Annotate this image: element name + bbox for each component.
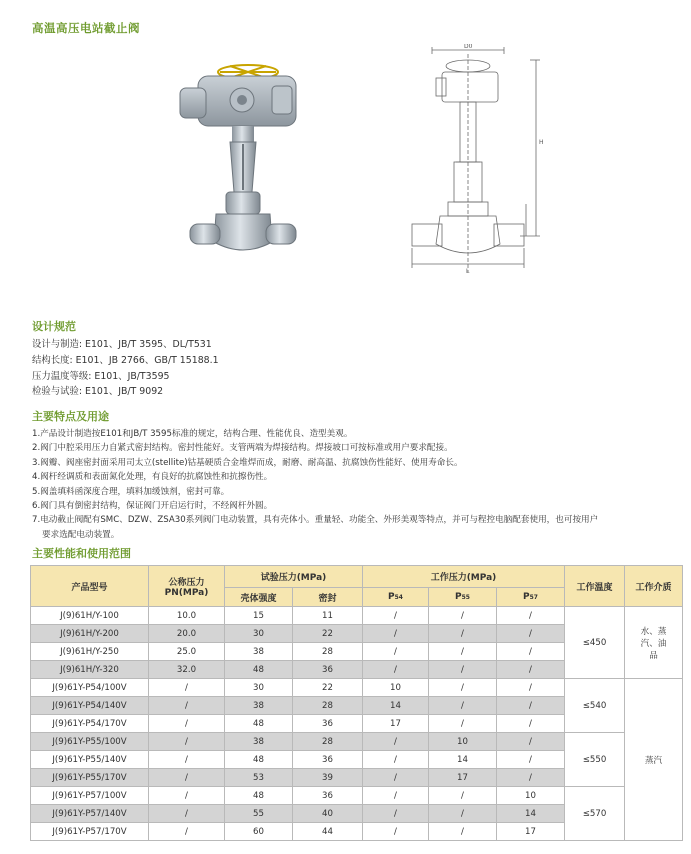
cell-pn: /	[149, 805, 225, 823]
features-list	[32, 427, 682, 542]
cell-pn: /	[149, 733, 225, 751]
design-spec-list	[32, 337, 219, 400]
cell-shell: 38	[225, 643, 293, 661]
cell-pn: /	[149, 787, 225, 805]
header-test-pressure: 试验压力(MPa)	[225, 566, 363, 588]
cell-temp: ≤450	[565, 607, 625, 679]
cell-pn: 10.0	[149, 607, 225, 625]
cell-p55: /	[429, 643, 497, 661]
cell-shell: 48	[225, 787, 293, 805]
cell-model: J(9)61Y-P57/100V	[31, 787, 149, 805]
cell-model: J(9)61Y-P54/170V	[31, 715, 149, 733]
cell-p55: /	[429, 607, 497, 625]
cell-temp: ≤540	[565, 679, 625, 733]
cell-pn: 25.0	[149, 643, 225, 661]
design-spec-item: 设计与制造: E101、JB/T 3595、DL/T531	[32, 339, 212, 350]
cell-p54: 17	[363, 715, 429, 733]
cell-p57: /	[497, 733, 565, 751]
cell-p55: /	[429, 679, 497, 697]
cell-seal: 11	[293, 607, 363, 625]
table-row	[31, 679, 683, 697]
cell-shell: 38	[225, 733, 293, 751]
cell-model: J(9)61H/Y-100	[31, 607, 149, 625]
cell-pn: /	[149, 769, 225, 787]
design-spec-item: 检验与试验: E101、JB/T 9092	[32, 386, 164, 398]
cell-shell: 48	[225, 751, 293, 769]
cell-shell: 48	[225, 661, 293, 679]
cell-seal: 22	[293, 625, 363, 643]
feature-item: 要求选配电动装置。	[42, 529, 120, 540]
cell-p54: /	[363, 733, 429, 751]
cell-p54: /	[363, 643, 429, 661]
performance-table	[30, 565, 683, 841]
page-title: 高温高压电站截止阀	[32, 21, 140, 35]
table-row	[31, 733, 683, 751]
cell-pn: 20.0	[149, 625, 225, 643]
cell-p55: /	[429, 823, 497, 841]
cell-p54: 10	[363, 679, 429, 697]
cell-shell: 30	[225, 625, 293, 643]
cell-shell: 38	[225, 697, 293, 715]
cell-model: J(9)61Y-P55/140V	[31, 751, 149, 769]
cell-p57: /	[497, 607, 565, 625]
cell-shell: 55	[225, 805, 293, 823]
cell-temp: ≤550	[565, 733, 625, 787]
cell-medium: 蒸汽	[625, 679, 683, 841]
section-heading-performance: 主要性能和使用范围	[32, 547, 131, 560]
cell-model: J(9)61Y-P54/100V	[31, 679, 149, 697]
cell-p55: 17	[429, 769, 497, 787]
cell-p54: /	[363, 607, 429, 625]
feature-item: 3.阀瓣、阀座密封面采用司太立(stellite)钴基硬质合金堆焊而成，耐磨、耐高温、抗腐蚀伤性能好、使用寿命长。	[32, 457, 463, 468]
cell-p54: 14	[363, 697, 429, 715]
header-medium: 工作介质	[625, 566, 683, 607]
cell-shell: 53	[225, 769, 293, 787]
cell-model: J(9)61H/Y-200	[31, 625, 149, 643]
h-label: H	[539, 139, 544, 146]
cell-p54: /	[363, 625, 429, 643]
cell-pn: /	[149, 823, 225, 841]
header-model: 产品型号	[31, 566, 149, 607]
cell-seal: 22	[293, 679, 363, 697]
cell-seal: 28	[293, 643, 363, 661]
cell-p57: /	[497, 769, 565, 787]
design-spec-item: 压力温度等级: E101、JB/T3595	[32, 370, 170, 382]
feature-item: 2.阀门中腔采用压力自紧式密封结构。密封性能好。支管两端为焊接结构。焊接坡口可按标准或用户要求配接。	[32, 443, 453, 454]
cell-model: J(9)61Y-P57/170V	[31, 823, 149, 841]
cell-p57: /	[497, 751, 565, 769]
cell-p55: /	[429, 697, 497, 715]
table-row	[31, 607, 683, 625]
cell-p55: /	[429, 625, 497, 643]
cell-pn: 32.0	[149, 661, 225, 679]
cell-temp: ≤570	[565, 787, 625, 841]
cell-seal: 36	[293, 715, 363, 733]
valve-photo	[160, 52, 310, 272]
feature-item: 5.阀盖填料函深度合理，填料加缓蚀剂，密封可靠。	[32, 486, 230, 497]
cell-p55: /	[429, 787, 497, 805]
header-p54: P54	[363, 588, 429, 607]
cell-p55: /	[429, 805, 497, 823]
cell-model: J(9)61Y-P55/100V	[31, 733, 149, 751]
cell-p54: /	[363, 661, 429, 679]
cell-p57: 14	[497, 805, 565, 823]
cell-p57: /	[497, 625, 565, 643]
section-heading-design: 设计规范	[32, 320, 76, 333]
cell-p54: /	[363, 787, 429, 805]
cell-p55: 14	[429, 751, 497, 769]
cell-model: J(9)61H/Y-250	[31, 643, 149, 661]
cell-seal: 28	[293, 733, 363, 751]
l-label: L	[466, 268, 470, 275]
header-pn: 公称压力 PN(MPa)	[149, 566, 225, 607]
cell-p57: /	[497, 715, 565, 733]
cell-p57: /	[497, 679, 565, 697]
cell-pn: /	[149, 697, 225, 715]
header-p55: P55	[429, 588, 497, 607]
cell-p57: /	[497, 697, 565, 715]
cell-seal: 40	[293, 805, 363, 823]
cell-pn: /	[149, 751, 225, 769]
cell-shell: 60	[225, 823, 293, 841]
cell-model: J(9)61Y-P55/170V	[31, 769, 149, 787]
cell-p55: 10	[429, 733, 497, 751]
cell-p54: /	[363, 805, 429, 823]
cell-medium: 水、蒸汽、油品	[625, 607, 683, 679]
cell-model: J(9)61Y-P54/140V	[31, 697, 149, 715]
design-spec-item: 结构长度: E101、JB 2766、GB/T 15188.1	[32, 354, 219, 366]
table-row	[31, 787, 683, 805]
cell-seal: 36	[293, 751, 363, 769]
cell-p57: /	[497, 643, 565, 661]
header-p57: P57	[497, 588, 565, 607]
cell-shell: 30	[225, 679, 293, 697]
cell-p57: 17	[497, 823, 565, 841]
cell-p55: /	[429, 661, 497, 679]
feature-item: 4.阀杆经调质和表面氮化处理，有良好的抗腐蚀性和抗擦伤性。	[32, 472, 273, 483]
feature-item: 1.产品设计制造按E101和JB/T 3595标准的规定，结构合理、性能优良、造型美观。	[32, 429, 353, 439]
cell-pn: /	[149, 679, 225, 697]
cell-p54: /	[363, 751, 429, 769]
header-work-pressure: 工作压力(MPa)	[363, 566, 565, 588]
cell-model: J(9)61Y-P57/140V	[31, 805, 149, 823]
cell-seal: 28	[293, 697, 363, 715]
d0-label: D0	[464, 44, 473, 50]
cell-seal: 44	[293, 823, 363, 841]
cell-p57: /	[497, 661, 565, 679]
feature-item: 7.电动截止阀配有SMC、DZW、ZSA30系列阀门电动装置，具有壳体小。重量轻、功能全、外形美观等特点，并可与程控电脑配套使用，也可按用户	[32, 515, 599, 526]
valve-dimension-drawing	[400, 44, 550, 278]
header-shell: 壳体强度	[225, 588, 293, 607]
cell-seal: 36	[293, 787, 363, 805]
cell-seal: 39	[293, 769, 363, 787]
cell-model: J(9)61H/Y-320	[31, 661, 149, 679]
cell-seal: 36	[293, 661, 363, 679]
cell-shell: 48	[225, 715, 293, 733]
feature-item: 6.阀门具有倒密封结构，保证阀门开启运行时，不经阀杆外圆。	[32, 501, 273, 512]
header-temp: 工作温度	[565, 566, 625, 607]
cell-p54: /	[363, 769, 429, 787]
cell-pn: /	[149, 715, 225, 733]
cell-p55: /	[429, 715, 497, 733]
cell-p54: /	[363, 823, 429, 841]
cell-p57: 10	[497, 787, 565, 805]
header-seal: 密封	[293, 588, 363, 607]
cell-shell: 15	[225, 607, 293, 625]
section-heading-features: 主要特点及用途	[32, 410, 109, 423]
